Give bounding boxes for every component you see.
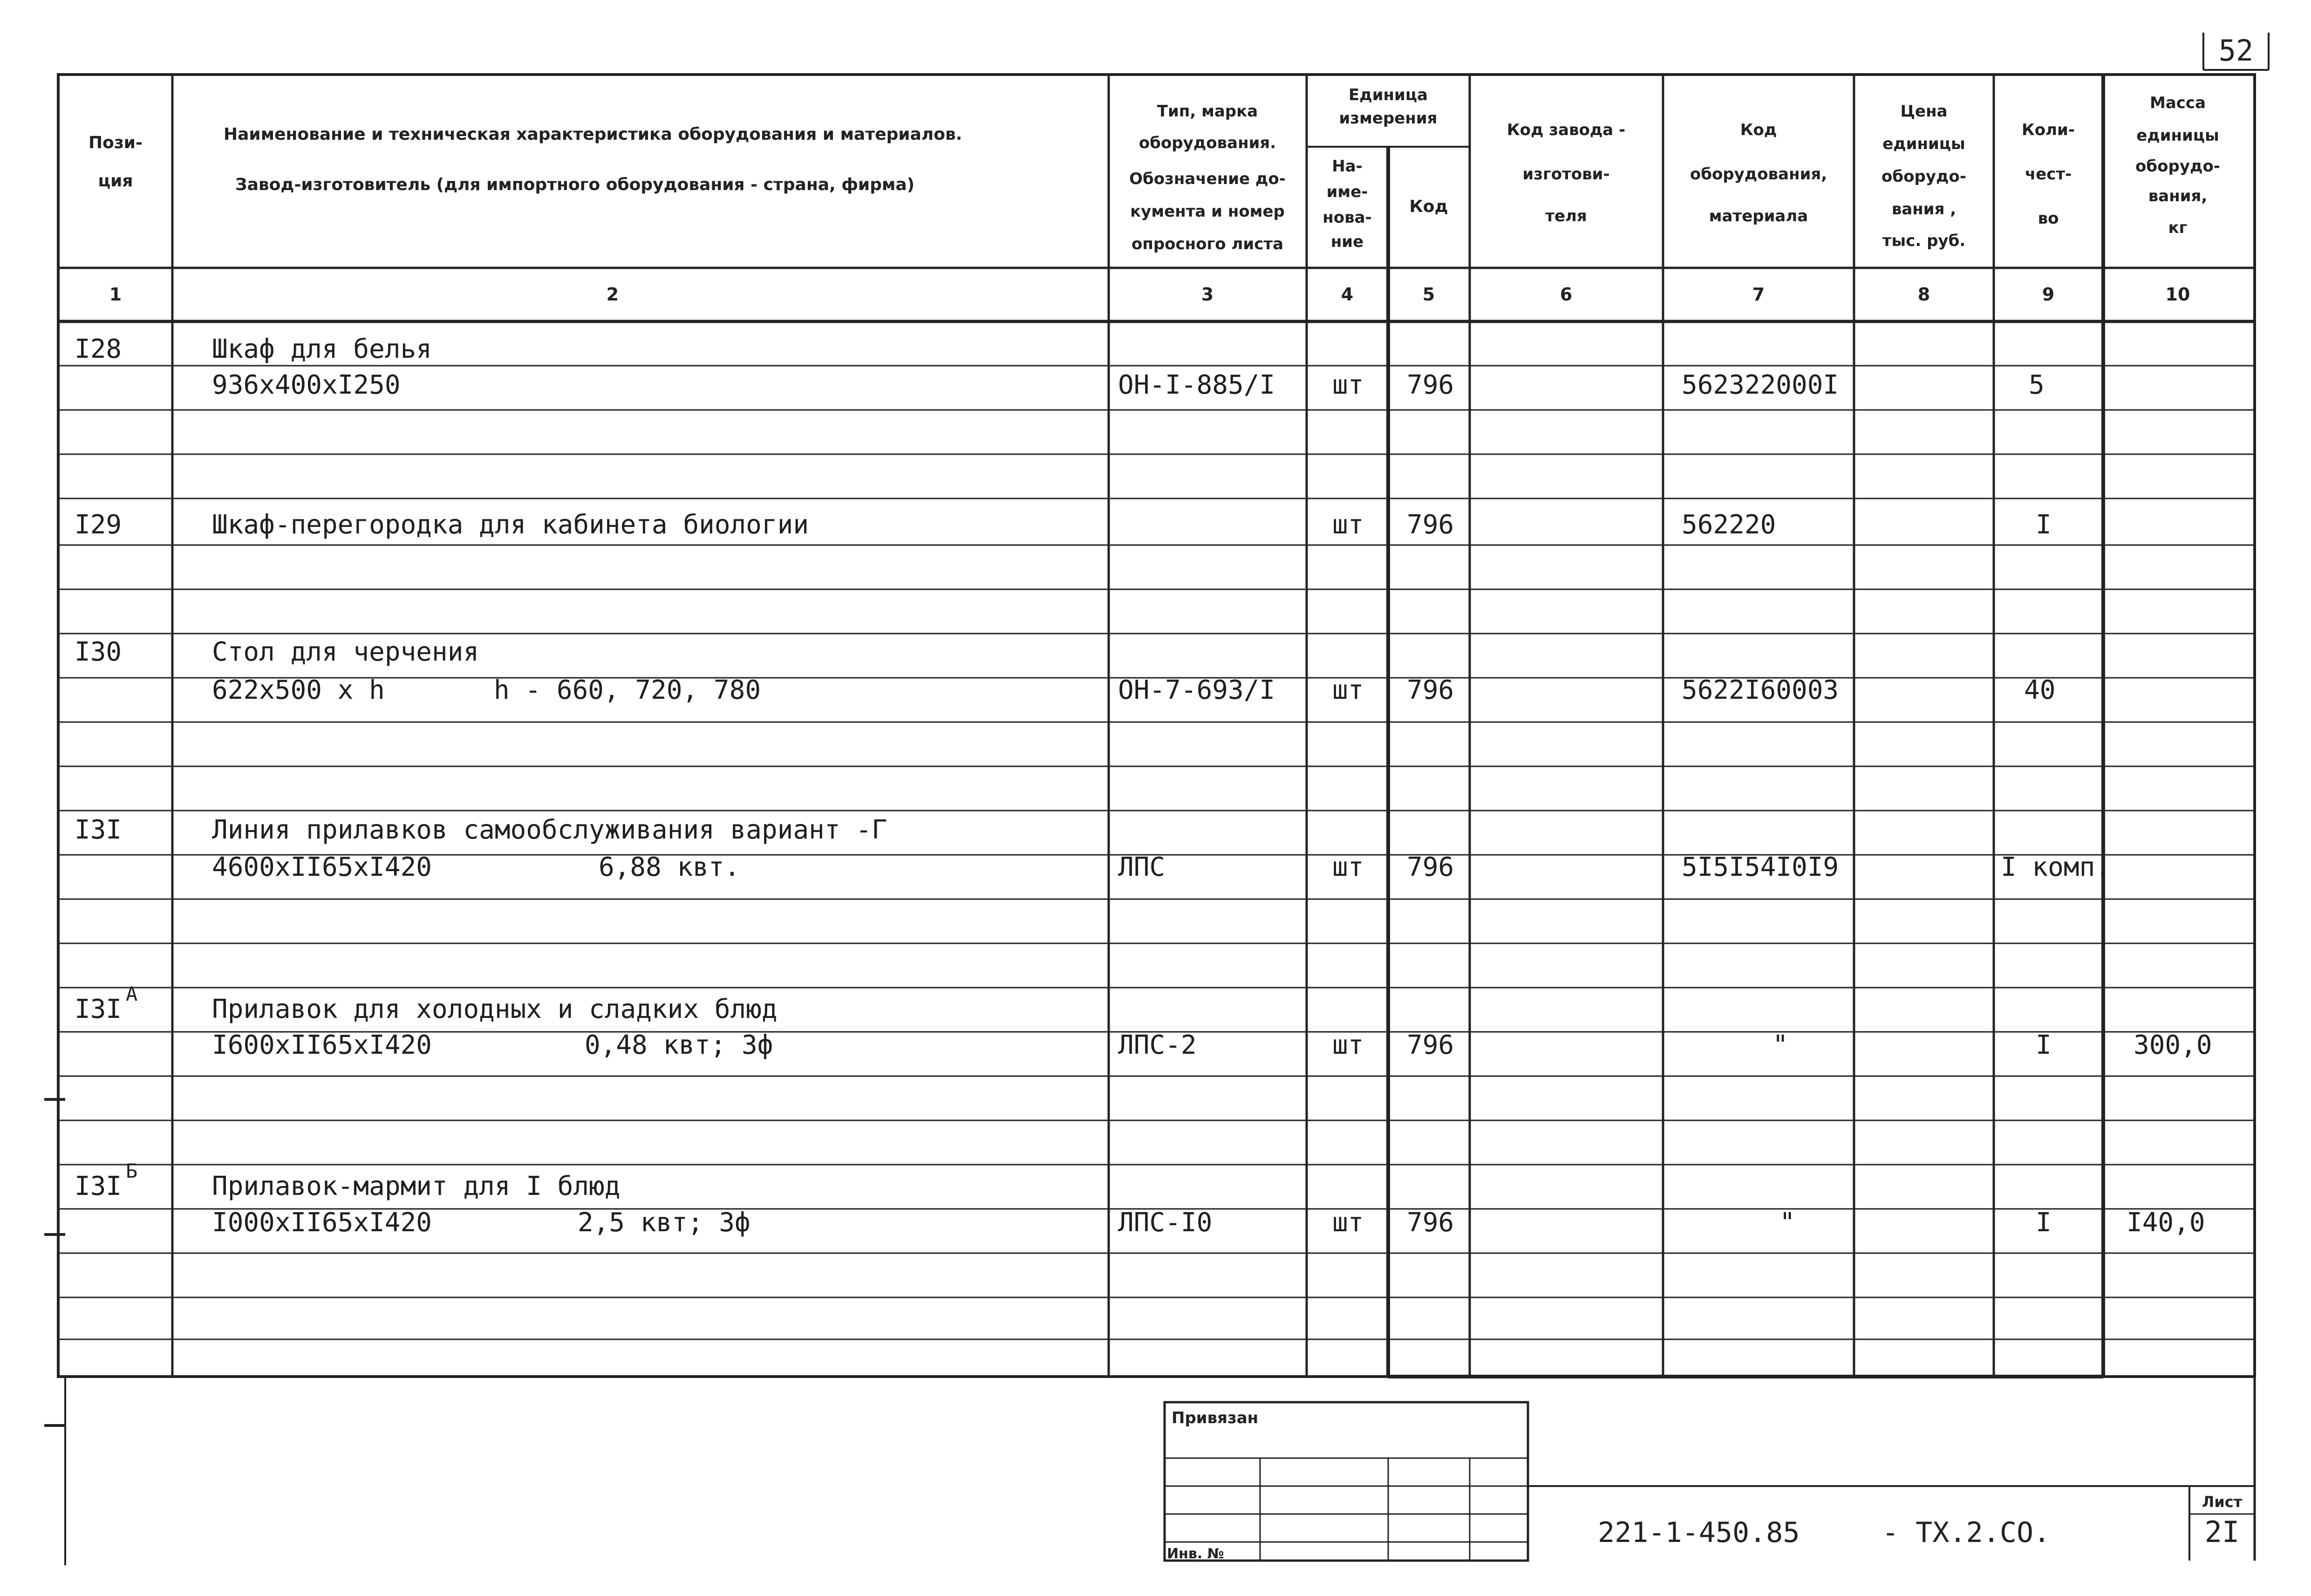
item-pos-superscript: Б	[126, 1159, 138, 1182]
item-equip-code: 562220	[1682, 510, 1776, 540]
header-type-5: опросного листа	[1131, 235, 1284, 253]
header-mass-4: вания,	[2148, 187, 2208, 205]
item-qty: 5	[2029, 370, 2045, 400]
column-number: 4	[1341, 284, 1354, 305]
header-factory-2: изготови-	[1522, 165, 1610, 184]
item-0	[75, 334, 2045, 400]
item-code: 796	[1407, 370, 1454, 400]
item-spec: 936x400xI250	[212, 370, 401, 400]
header-qty-2: чест-	[2025, 165, 2072, 184]
column-number-row	[109, 284, 2190, 305]
column-number: 2	[606, 284, 619, 305]
header-factory-1: Код завода -	[1507, 121, 1626, 139]
column-number: 5	[1422, 284, 1435, 305]
sheet-label: Лист	[2202, 1493, 2243, 1511]
item-title: Шкаф-перегородка для кабинета биологии	[212, 510, 809, 540]
item-equip-code: "	[1772, 1030, 1788, 1060]
item-spec: 4600xII65xI420	[212, 852, 432, 882]
header-mass-1: Масса	[2149, 94, 2206, 112]
item-spec: I000xII65xI420	[212, 1207, 432, 1238]
header-equip-3: материала	[1709, 207, 1808, 225]
item-equip-code: "	[1779, 1207, 1795, 1238]
inventory-label: Инв. №	[1167, 1546, 1224, 1562]
item-spec-extra: 0,48 квт; 3ф	[585, 1030, 773, 1060]
header-unit-1: Единица	[1349, 86, 1428, 104]
item-mass: 300,0	[2134, 1030, 2212, 1060]
item-title: Прилавок для холодных и сладких блюд	[212, 994, 777, 1024]
header-type-4: кумента и номер	[1130, 202, 1285, 221]
item-equip-code: 5622I60003	[1682, 675, 1839, 705]
item-pos: I28	[75, 334, 122, 364]
item-qty: I	[2036, 510, 2052, 540]
column-number: 9	[2042, 284, 2055, 305]
header-price-4: вания ,	[1891, 200, 1957, 218]
header-price-1: Цена	[1900, 102, 1948, 121]
item-spec-extra: 2,5 квт; 3ф	[578, 1207, 750, 1238]
item-pos: I3I	[75, 1171, 122, 1201]
item-title: Стол для черчения	[212, 637, 479, 667]
column-number: 3	[1201, 284, 1214, 305]
item-spec-extra: 6,88 квт.	[599, 852, 740, 882]
item-title: Линия прилавков самообслуживания вариант -Г	[212, 815, 887, 845]
header-price-2: единицы	[1882, 135, 1965, 153]
header-name-1: Наименование и техническая характеристика оборудования и материалов.	[224, 125, 962, 144]
item-3	[75, 815, 2111, 882]
header-qty-3: во	[2038, 209, 2059, 228]
item-qty: I	[2036, 1207, 2052, 1238]
item-unit: шт	[1332, 675, 1364, 705]
item-code: 796	[1407, 510, 1454, 540]
header-type-2: оборудования.	[1138, 134, 1276, 152]
item-2	[75, 637, 2055, 705]
column-number: 7	[1752, 284, 1765, 305]
item-type: ЛПС	[1118, 852, 1166, 882]
item-pos-superscript: А	[126, 982, 138, 1005]
header-pos-2: ция	[98, 171, 133, 191]
document-suffix: - ТХ.2.СО.	[1882, 1516, 2051, 1549]
column-number: 6	[1560, 284, 1573, 305]
item-code: 796	[1407, 852, 1454, 882]
header-pos-1: Пози-	[89, 133, 143, 152]
item-code: 796	[1407, 1030, 1454, 1060]
item-type: ОН-I-885/I	[1118, 370, 1275, 400]
column-number: 1	[109, 284, 122, 305]
item-equip-code: 5I5I54I0I9	[1682, 852, 1839, 882]
header-unitname-2: име-	[1326, 183, 1368, 201]
item-pos: I29	[75, 510, 122, 540]
header-price-5: тыс. руб.	[1882, 232, 1966, 250]
item-title: Прилавок-мармит для I блюд	[212, 1171, 620, 1201]
item-equip-code: 562322000I	[1682, 370, 1839, 400]
item-qty: I комп.	[2001, 852, 2111, 882]
document-code: 221-1-450.85	[1598, 1516, 1800, 1549]
item-unit: шт	[1332, 1030, 1364, 1060]
header-unit-2: измерения	[1339, 109, 1438, 128]
item-unit: шт	[1332, 370, 1364, 400]
item-spec: 622x500 x h	[212, 675, 385, 705]
header-equip-2: оборудования,	[1690, 165, 1827, 184]
header-unitname-1: На-	[1332, 157, 1363, 176]
column-number: 8	[1917, 284, 1930, 305]
item-title: Шкаф для белья	[212, 334, 432, 364]
item-unit: шт	[1332, 852, 1364, 882]
item-pos: I3I	[75, 815, 122, 845]
item-spec: I600xII65xI420	[212, 1030, 432, 1060]
sheet-number: 2I	[2204, 1515, 2240, 1549]
item-4	[75, 982, 2212, 1060]
header-type-3: Обозначение до-	[1129, 170, 1286, 188]
header-type-1: Тип, марка	[1157, 102, 1258, 121]
item-5	[75, 1159, 2205, 1238]
item-spec-extra: h - 660, 720, 780	[494, 675, 761, 705]
item-pos: I30	[75, 637, 122, 667]
header-mass-3: оборудо-	[2135, 157, 2220, 176]
header-unitcode: Код	[1409, 197, 1448, 216]
item-type: ОН-7-693/I	[1118, 675, 1275, 705]
item-mass: I40,0	[2127, 1207, 2205, 1238]
item-type: ЛПС-2	[1118, 1030, 1197, 1060]
item-code: 796	[1407, 675, 1454, 705]
column-number: 10	[2165, 284, 2190, 305]
header-price-3: оборудо-	[1882, 167, 1966, 186]
header-equip-1: Код	[1740, 121, 1777, 139]
margin-ticks	[44, 1099, 65, 1565]
header-unitname-4: ние	[1330, 232, 1364, 251]
table-header	[89, 86, 2220, 253]
header-name-2: Завод-изготовитель (для импортного оборудования - страна, фирма)	[235, 175, 915, 194]
header-unitname-3: нова-	[1323, 208, 1372, 227]
header-factory-3: теля	[1545, 207, 1587, 225]
header-qty-1: Коли-	[2022, 121, 2075, 139]
item-qty: I	[2036, 1030, 2052, 1060]
item-type: ЛПС-I0	[1118, 1207, 1213, 1238]
item-unit: шт	[1332, 1207, 1364, 1238]
header-mass-5: кг	[2168, 218, 2188, 237]
item-code: 796	[1407, 1207, 1454, 1238]
item-pos: I3I	[75, 994, 122, 1024]
page-number: 52	[2218, 34, 2254, 68]
item-unit: шт	[1332, 510, 1364, 540]
item-1	[75, 510, 2052, 540]
stamp-label: Привязан	[1172, 1409, 1259, 1427]
item-qty: 40	[2024, 675, 2056, 705]
header-mass-2: единицы	[2136, 126, 2219, 145]
